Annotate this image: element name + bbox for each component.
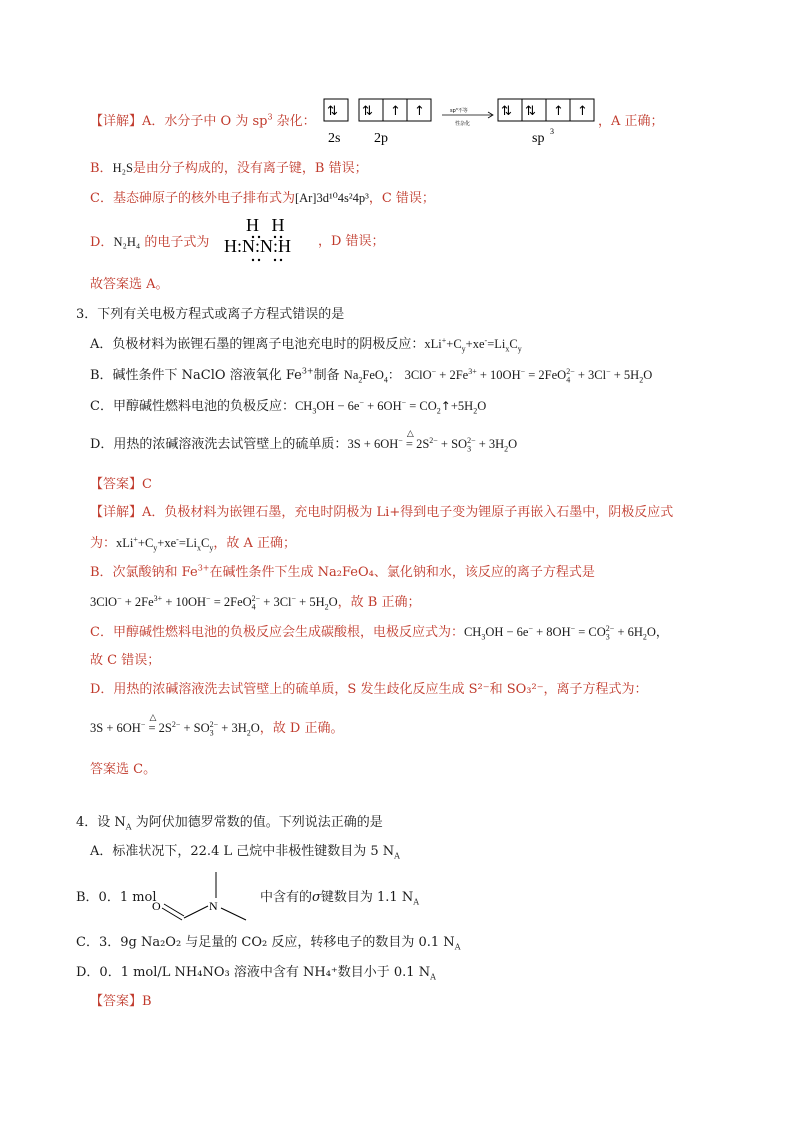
detail-label: 【详解】 bbox=[90, 114, 143, 129]
q3-option-a-equation: $xLi^++C_y+xe^-=Li_xC_y$ bbox=[424, 335, 522, 354]
oxygen-atom: O bbox=[152, 899, 161, 913]
q3-option-d: D．用热的浓碱溶液洗去试管壁上的硫单质：3S + 6OH− △ = $2S^{2-} + SO_3^{2-} + 3H_2O$ bbox=[90, 428, 518, 454]
q4-option-b: B．0．1 mol bbox=[76, 890, 157, 905]
q2-detail-d-tail: ，D 错误； bbox=[318, 234, 385, 249]
q3-option-a: A．负极材料为嵌锂石墨的锂离子电池充电时的阴极反应：$xLi^++C_y+xe^-=Li_xC_y$ bbox=[90, 335, 522, 354]
electron-2p-2: ↑ bbox=[390, 104, 401, 119]
q3-option-b-equation: $3ClO^- + 2Fe^{3+} + 10OH^- = 2FeO_4^{2-} + 3Cl^- + 5H_2O$ bbox=[404, 366, 653, 385]
q3-detail-a2: 为：$xLi^++C_y+xe^-=Li_xC_y$，故 A 正确； bbox=[90, 534, 296, 553]
q3-option-b: B．碱性条件下 NaClO 溶液氧化 $Fe^{3+}$制备 $Na_2FeO_4$： $3ClO^- + 2Fe^{3+} + 10OH^- = 2FeO_4^{2-} + 3Cl^- + 5H_2O$ bbox=[90, 366, 653, 385]
label-2p: 2p bbox=[374, 131, 388, 146]
q4-option-b-tail: 中含有的σ键数目为 1.1 $N_A$ bbox=[260, 890, 419, 907]
q3-detail-b2: $3ClO^- + 2Fe^{3+} + 10OH^- = 2FeO_4^{2-} + 3Cl^- + 5H_2O$，故 B 正确； bbox=[90, 593, 421, 612]
q3-detail-b1: B．次氯酸钠和 $Fe^{3+}$在碱性条件下生成 Na₂FeO₄、氯化钠和水，该反应的离子方程式是 bbox=[90, 563, 595, 580]
svg-text:↑: ↑ bbox=[577, 104, 588, 119]
nitrogen-atom: N bbox=[209, 899, 218, 913]
n2h4-lewis-structure bbox=[224, 216, 320, 268]
label-sp3: sp bbox=[532, 131, 545, 146]
dmf-structure bbox=[154, 868, 254, 928]
detail-a-text: A．水分子中 O 为 $sp^3$ 杂化： bbox=[142, 112, 316, 129]
q3-stem: 3．下列有关电极方程式或离子方程式错误的是 bbox=[76, 307, 345, 322]
q2-detail-line-c: C．基态砷原子的核外电子排布式为[Ar]3d¹⁰4s²4p³，C 错误； bbox=[90, 191, 435, 206]
svg-text:⇅: ⇅ bbox=[501, 104, 512, 119]
q3-answer: 【答案】C bbox=[90, 477, 152, 492]
q3-option-c-equation: $CH_3OH - 6e^- + 6OH^-$ = $CO_2↑+5H_2O$ bbox=[294, 397, 487, 416]
electron-pair-2s: ⇅ bbox=[327, 104, 338, 119]
q3-option-d-equation: 3S + 6OH− △ = $2S^{2-} + SO_3^{2-} + 3H_2O$ bbox=[347, 428, 518, 454]
svg-text:⇅: ⇅ bbox=[525, 104, 536, 119]
label-2s: 2s bbox=[328, 131, 341, 146]
q3-final: 答案选 C。 bbox=[90, 762, 157, 777]
q4-option-a: A．标准状况下，22.4 L 己烷中非极性键数目为 5 $N_A$ bbox=[90, 844, 400, 861]
q4-stem: 4．设 $N_A$ 为阿伏加德罗常数的值。下列说法正确的是 bbox=[76, 815, 383, 832]
q2-detail-line-b: B．H₂S是由分子构成的，没有离子键，B 错误； bbox=[90, 161, 368, 176]
q3-detail-c1: C．甲醇碱性燃料电池的负极反应会生成碳酸根，电极反应式为：$CH_3OH - 6e^- + 8OH^- = CO_3^{2-} + 6H_2O$， bbox=[90, 623, 669, 642]
lewis-h-top: H H bbox=[246, 215, 289, 235]
q3-detail-d2: 3S + 6OH− △ = $2S^{2-} + SO_3^{2-} + 3H_2O$，故 D 正确。 bbox=[90, 712, 344, 738]
arrow-top-label: sp³不等 bbox=[450, 108, 468, 114]
label-sp3-sup: 3 bbox=[550, 127, 554, 136]
electron-pair-2p: ⇅ bbox=[362, 104, 373, 119]
orbital-diagram bbox=[324, 98, 614, 148]
q2-answer: 故答案选 A。 bbox=[90, 277, 169, 292]
q2-detail-line-a bbox=[90, 112, 316, 132]
q4-option-c: C．3．9g Na₂O₂ 与足量的 CO₂ 反应，转移电子的数目为 0.1 $N_A$ bbox=[76, 935, 461, 952]
q3-detail-a1: 【详解】A．负极材料为嵌锂石墨，充电时阴极为 Li+得到电子变为锂原子再嵌入石墨中，阴极反应式 bbox=[90, 505, 674, 520]
arrow-bottom-label: 性杂化 bbox=[455, 121, 471, 127]
q4-answer: 【答案】B bbox=[90, 994, 152, 1009]
svg-text:↑: ↑ bbox=[553, 104, 564, 119]
q4-option-d: D．0．1 mol/L NH₄NO₃ 溶液中含有 NH₄⁺数目小于 0.1 $N_A$ bbox=[76, 965, 436, 982]
q2-detail-line-d: D．N₂H₄ 的电子式为 bbox=[90, 235, 210, 250]
q3-option-c: C．甲醇碱性燃料电池的负极反应：$CH_3OH - 6e^- + 6OH^-$ = $CO_2↑+5H_2O$ bbox=[90, 397, 487, 416]
electron-2p-3: ↑ bbox=[414, 104, 425, 119]
q3-detail-c2: 故 C 错误； bbox=[90, 653, 161, 668]
lewis-middle: H:N:N:H bbox=[224, 236, 291, 256]
q2-detail-a-tail: ，A 正确； bbox=[598, 114, 664, 129]
q3-detail-d1: D．用热的浓碱溶液洗去试管壁上的硫单质，S 发生歧化反应生成 S²⁻和 SO₃²⁻，离子方程式为： bbox=[90, 682, 648, 697]
